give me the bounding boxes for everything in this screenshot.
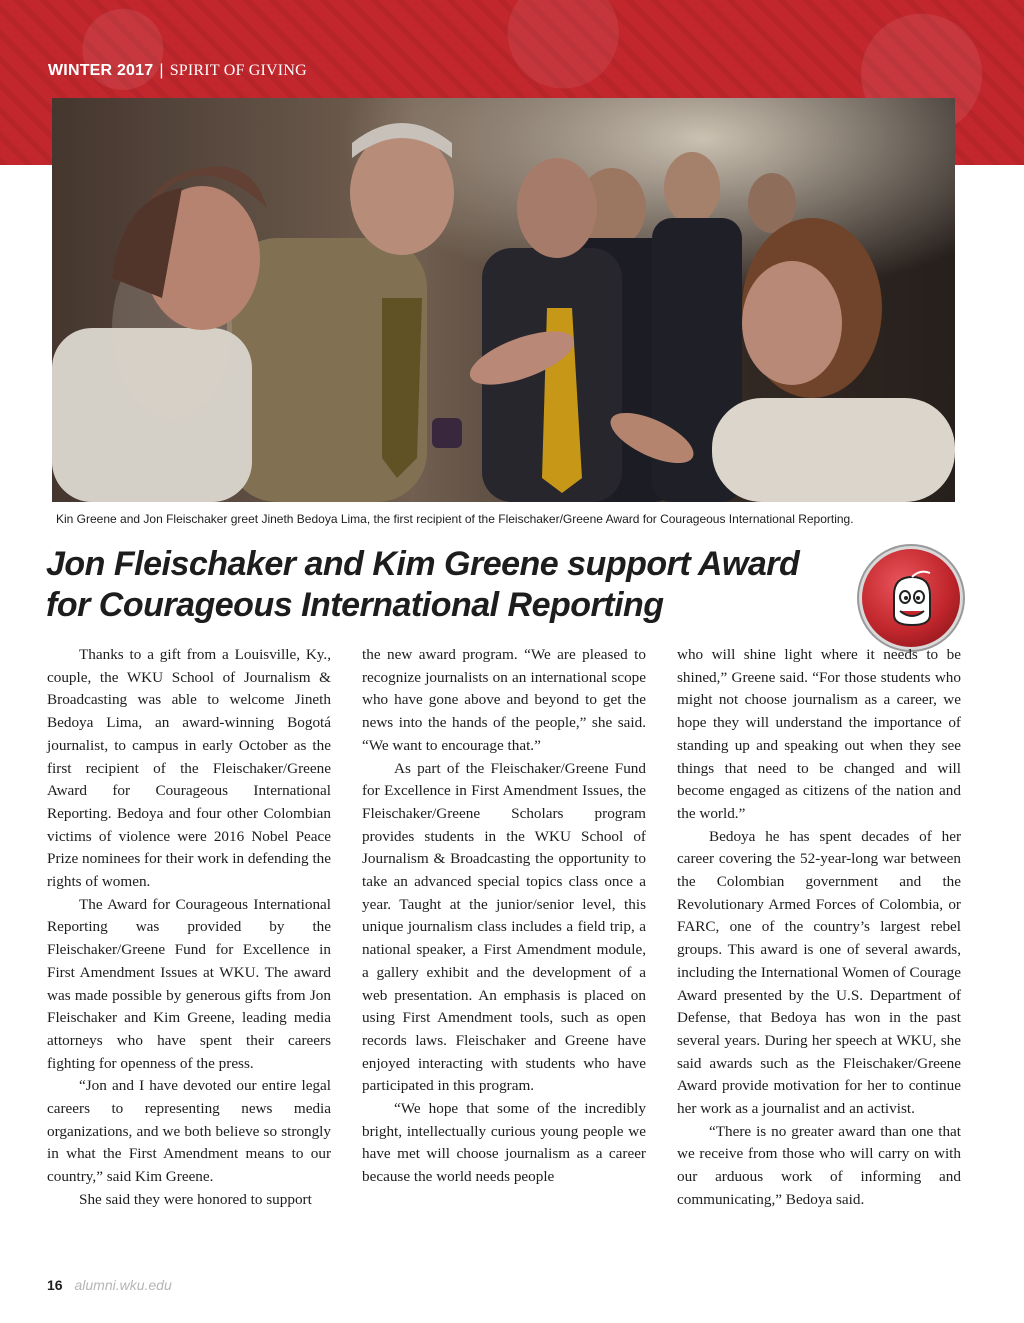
paragraph: “There is no greater award than one that we receive from those who will carry on with our arduous work of informing and communicating,” Bedoya said.: [677, 1122, 961, 1208]
article-photo: [52, 98, 955, 502]
footer-site: alumni.wku.edu: [74, 1277, 172, 1293]
headline-line-2: for Courageous International Reporting: [46, 586, 664, 624]
mascot-badge: [862, 549, 960, 647]
paragraph: “We hope that some of the incredibly bright, intellectually curious young people we have met will choose journalism as a career because the world needs people: [362, 1100, 646, 1186]
article-headline: [46, 544, 846, 626]
article-column-1: [47, 644, 331, 1212]
issue-label: WINTER 2017: [48, 62, 154, 79]
section-label: SPIRIT OF GIVING: [169, 62, 307, 79]
paragraph: Bedoya he has spent decades of her career covering the 52-year-long war between the Colombian government and the Revolutionary Armed Forces of Colombia, or FARC, one of the country’s largest rebel groups. This award is one of several awards, including the International Women of Courage Award presented by the U.S. Department of Defense, that Bedoya has won in the past several years. During her speech at WKU, she said awards such as the Fleischaker/Greene Award provide motivation for her to continue her work as a journalist and an activist.: [677, 827, 961, 1118]
paragraph: As part of the Fleischaker/Greene Fund for Excellence in First Amendment Issues, the Fleischaker/Greene Scholars program provides students in the WKU School of Journalism & Broadcasting the opportunity to take an advanced special topics class once a year. Taught at the junior/senior level, this unique journalism class includes a field trip, a national speaker, a First Amendment module, a gallery exhibit and the development of a web presentation. An emphasis is placed on using First Amendment tools, such as open records laws. Fleischaker and Greene have enjoyed interacting with students who have participated in this program.: [362, 759, 646, 1095]
paragraph: “Jon and I have devoted our entire legal careers to representing news media organizations, and we both believe so strongly in what the First Amendment means to our country,” said Kim Greene.: [47, 1077, 331, 1186]
article-column-3: [677, 644, 961, 1212]
headline-line-1: Jon Fleischaker and Kim Greene support Award: [46, 545, 800, 583]
photo-caption: Kin Greene and Jon Fleischaker greet Jineth Bedoya Lima, the first recipient of the Fleischaker/Greene Award for Courageous International Reporting.: [56, 512, 854, 526]
paragraph: The Award for Courageous International Reporting was provided by the Fleischaker/Greene Fund for Excellence in First Amendment Issues at WKU. The award was made possible by generous gifts from Jon Fleischaker and Kim Greene, leading media attorneys who have spent their careers fighting for openness of the press.: [47, 895, 331, 1072]
issue-line: [48, 62, 307, 80]
paragraph-continued: the new award program. “We are pleased to recognize journalists on an international scope who have gone above and beyond to get the news into the hands of the people,” she said. “We want to encourage that.”: [362, 646, 646, 754]
paragraph: She said they were honored to support: [79, 1190, 312, 1208]
paragraph-continued: who will shine light where it needs to be shined,” Greene said. “For those students who might not choose journalism as a career, we hope they will understand the importance of standing up and speaking out when they see things that need to be changed and will become engaged as citizens of the nation and the world.”: [677, 646, 961, 822]
paragraph: Thanks to a gift from a Louisville, Ky., couple, the WKU School of Journalism & Broadcasting was able to welcome Jineth Bedoya Lima, an award-winning Bogotá journalist, to campus in early October as the first recipient of the Fleischaker/Greene Award for Courageous International Reporting. Bedoya and four other Colombian victims of violence were 2016 Nobel Peace Prize nominees for their work in defending the rights of women.: [47, 646, 331, 891]
issue-separator: |: [159, 62, 164, 79]
article-column-2: [362, 644, 646, 1189]
page-number: 16: [47, 1277, 63, 1293]
photo-illustration: [52, 98, 955, 502]
wku-big-red-mascot-icon: [886, 569, 936, 627]
page-footer: [47, 1277, 172, 1293]
